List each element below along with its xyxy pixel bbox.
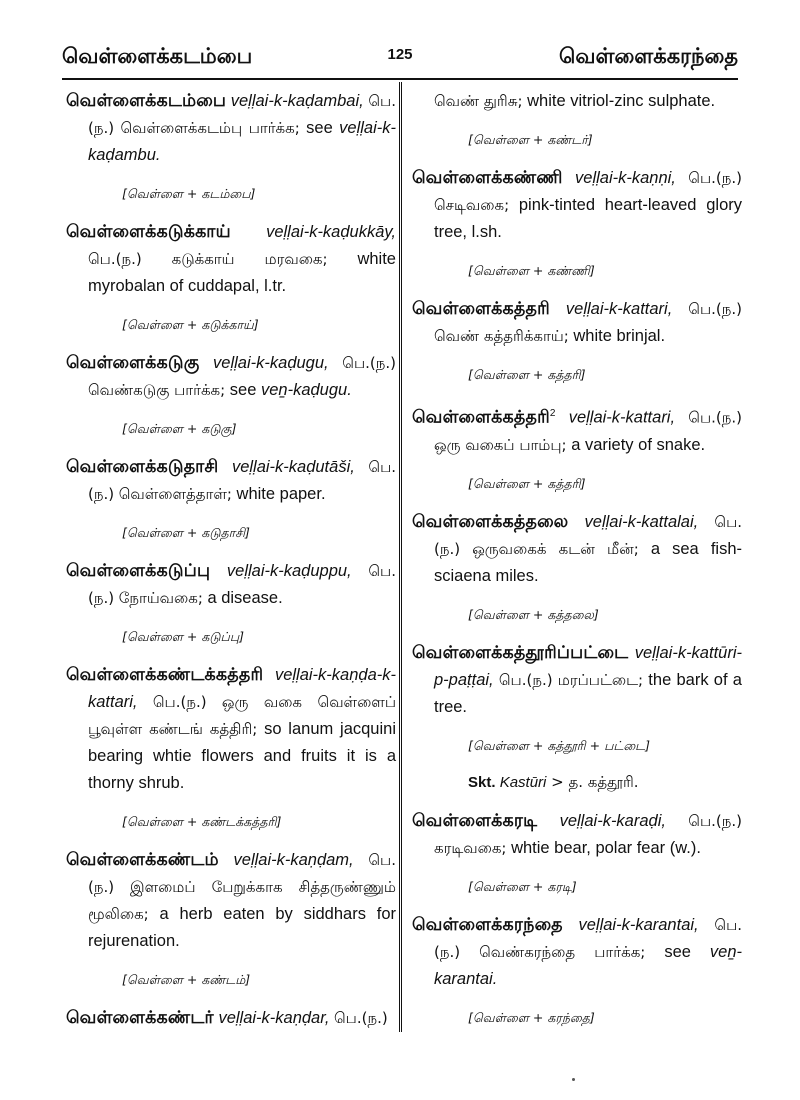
tamil-definition: வெண் துரிசு; — [434, 92, 523, 110]
dictionary-entry — [412, 296, 742, 350]
skt-derivation: > த. கத்தூரி. — [546, 772, 639, 791]
english-definition: a variety of snake. — [566, 435, 706, 454]
headword: வெள்ளைக்கண்டக்கத்தரி — [66, 665, 264, 685]
transliteration: veḷḷai-k-kattalai, — [584, 512, 699, 531]
dictionary-entry — [66, 558, 396, 612]
part-of-speech: பெ.(ந.) — [88, 92, 396, 137]
headword: வெள்ளைக்கடம்பை — [66, 91, 227, 111]
english-definition: white paper. — [231, 485, 326, 503]
transliteration: veḷḷai-k-kattari, — [568, 408, 676, 427]
tamil-definition: மரப்பட்டை; — [557, 670, 644, 689]
english-definition: white myrobalan of cuddapal, l.tr. — [88, 250, 396, 295]
dictionary-entry — [412, 509, 742, 590]
etymology: [வெள்ளை + கடுதாசி] — [122, 525, 250, 540]
tamil-definition: செடிவகை; — [434, 196, 510, 214]
transliteration: veḷḷai-k-kaḍugu, — [213, 354, 329, 372]
etymology: [வெள்ளை + கத்தலை] — [468, 606, 599, 622]
right-guide-word: வெள்ளைக்கரந்தை — [559, 44, 738, 68]
etymology: [வெள்ளை + கரடி] — [468, 878, 577, 894]
column-divider — [399, 82, 402, 1032]
etymology: [வெள்ளை + கத்தரி] — [468, 367, 586, 382]
etymology: [வெள்ளை + கண்ணி] — [468, 263, 595, 278]
headword: வெள்ளைக்கண்டம் — [66, 850, 219, 870]
right-column — [412, 88, 742, 1043]
part-of-speech: பெ.(ந.) — [434, 915, 742, 961]
etymology: [வெள்ளை + கண்டக்கத்தரி] — [122, 814, 282, 829]
entry-continuation — [412, 88, 742, 115]
part-of-speech: பெ.(ந.) — [688, 300, 742, 318]
cross-reference: veṉ-kaḍugu. — [260, 381, 352, 399]
part-of-speech: பெ.(ந.) — [498, 670, 553, 689]
tamil-definition: வெள்ளைத்தாள்; — [118, 485, 232, 503]
part-of-speech: பெ.(ந.) — [152, 693, 207, 711]
tamil-definition: வெள்ளைக்கடம்பு பார்க்க; — [120, 119, 300, 137]
headword: வெள்ளைக்கடுக்காய் — [66, 222, 231, 242]
dictionary-entry — [412, 912, 742, 993]
dictionary-entry — [66, 454, 396, 508]
headword: வெள்ளைக்கரந்தை — [412, 914, 563, 935]
etymology: [வெள்ளை + கத்தரி] — [468, 475, 586, 491]
etymology: [வெள்ளை + கடம்பை] — [122, 186, 256, 201]
tamil-definition: ஒரு வகைப் பாம்பு; — [434, 435, 567, 454]
tamil-definition: நோய்வகை; — [118, 589, 203, 607]
etymology: [வெள்ளை + கடுப்பு] — [122, 629, 245, 644]
part-of-speech: பெ.(ந.) — [688, 169, 742, 187]
part-of-speech: பெ.(ந.) — [88, 250, 142, 268]
part-of-speech: பெ.(ந.) — [334, 1009, 388, 1027]
headword: வெள்ளைக்கத்தலை — [412, 511, 569, 532]
english-definition: so lanum jacquini bearing whtie flowers and fruits it is a thorny shrub. — [88, 720, 396, 792]
etymology: [வெள்ளை + கண்டம்] — [122, 972, 251, 987]
tamil-definition: வெண்கரந்தை பார்க்க; — [479, 942, 646, 961]
headword: வெள்ளைக்கண்டர் — [66, 1008, 214, 1028]
part-of-speech: பெ.(ந.) — [434, 512, 742, 558]
page-number: 125 — [387, 46, 413, 63]
dictionary-entry — [412, 808, 742, 862]
english-definition: a herb eaten by siddhars for rejurenation. — [88, 905, 396, 950]
etymology: [வெள்ளை + கடுக்காய்] — [122, 317, 259, 332]
tamil-definition: கடுக்காய் மரவகை; — [171, 250, 328, 268]
headword: வெள்ளைக்கடுகு — [66, 353, 200, 373]
dictionary-entry — [412, 400, 742, 459]
tamil-definition: ஒருவகைக் கடன் மீன்; — [472, 539, 639, 558]
left-column — [66, 88, 396, 1032]
english-definition: white brinjal. — [568, 327, 666, 345]
transliteration: veḷḷai-k-kattūri-p-paṭṭai, — [434, 643, 742, 689]
page-header — [62, 38, 738, 80]
english-definition: whtie bear, polar fear (w.). — [506, 838, 701, 857]
print-speck — [572, 1078, 575, 1081]
english-definition: a disease. — [202, 589, 283, 607]
transliteration: veḷḷai-k-kaḍukkāy, — [266, 223, 396, 241]
tamil-definition: வெண் கத்தரிக்காய்; — [434, 327, 569, 345]
dictionary-entry — [66, 88, 396, 169]
tamil-definition: இளமைப் பேறுக்காக சித்தருண்ணும் மூலிகை; — [88, 878, 396, 923]
dictionary-entry — [66, 662, 396, 797]
transliteration: veḷḷai-k-kaṇḍar, — [218, 1009, 330, 1027]
headword: வெள்ளைக்கண்ணி — [412, 168, 563, 188]
transliteration: veḷḷai-k-kattari, — [565, 300, 673, 318]
dictionary-entry — [66, 847, 396, 955]
transliteration: veḷḷai-k-kaḍambai, — [230, 92, 364, 110]
left-guide-word: வெள்ளைக்கடம்பை — [62, 44, 253, 68]
english-definition: the bark of a tree. — [434, 670, 742, 716]
part-of-speech: பெ.(ந.) — [88, 458, 396, 503]
transliteration: veḷḷai-k-kaṇṇi, — [575, 169, 676, 187]
dictionary-entry — [412, 165, 742, 246]
transliteration: veḷḷai-k-kaḍutāši, — [231, 458, 355, 476]
cross-reference: veḷḷai-k-kaḍambu. — [88, 119, 396, 164]
tamil-definition: கரடிவகை; — [434, 838, 507, 857]
dictionary-entry — [412, 640, 742, 721]
dictionary-entry — [66, 350, 396, 404]
dictionary-entry — [66, 1005, 396, 1032]
skt-word: Kastūri — [499, 773, 547, 791]
headword: வெள்ளைக்கத்தூரிப்பட்டை — [412, 642, 629, 663]
tamil-definition: வெண்கடுகு பார்க்க; — [88, 381, 226, 399]
headword: வெள்ளைக்கத்தரி — [412, 299, 550, 319]
etymology: [வெள்ளை + கண்டர்] — [468, 132, 593, 147]
english-definition: white vitriol-zinc sulphate. — [522, 92, 716, 110]
part-of-speech: பெ.(ந.) — [342, 354, 396, 372]
etymology: [வெள்ளை + கத்தூரி + பட்டை] — [468, 737, 651, 753]
english-definition: a sea fish-sciaena miles. — [434, 539, 742, 585]
tamil-definition: ஒரு வகை வெள்ளைப் பூவுள்ள கண்டங் கத்திரி; — [88, 693, 396, 738]
english-definition: see — [299, 119, 340, 137]
part-of-speech: பெ.(ந.) — [88, 851, 396, 896]
transliteration: veḷḷai-k-karaḍi, — [559, 811, 666, 830]
part-of-speech: பெ.(ந.) — [688, 811, 742, 830]
etymology: [வெள்ளை + கடுகு] — [122, 421, 237, 436]
skt-label: Skt. — [468, 773, 496, 791]
headword: வெள்ளைக்கடுதாசி — [66, 457, 219, 477]
etymology: [வெள்ளை + கரந்தை] — [468, 1009, 595, 1025]
cross-reference: veṉ-karantai. — [434, 942, 742, 988]
english-definition: see — [645, 942, 710, 961]
english-definition: pink-tinted heart-leaved glory tree, l.sh. — [434, 196, 742, 241]
headword: வெள்ளைக்கத்தரி — [412, 407, 550, 428]
homonym-number: 2 — [549, 408, 556, 419]
transliteration: veḷḷai-k-kaṇḍam, — [233, 851, 354, 869]
part-of-speech: பெ.(ந.) — [88, 562, 396, 607]
headword: வெள்ளைக்கரடி — [412, 810, 538, 831]
dictionary-entry — [66, 219, 396, 300]
transliteration: veḷḷai-k-kaṇḍa-k-kattari, — [88, 666, 396, 711]
transliteration: veḷḷai-k-karantai, — [578, 915, 699, 934]
headword: வெள்ளைக்கடுப்பு — [66, 561, 211, 581]
transliteration: veḷḷai-k-kaḍuppu, — [226, 562, 352, 580]
english-definition: see — [225, 381, 261, 399]
part-of-speech: பெ.(ந.) — [688, 408, 742, 427]
sanskrit-origin-note — [468, 771, 742, 794]
